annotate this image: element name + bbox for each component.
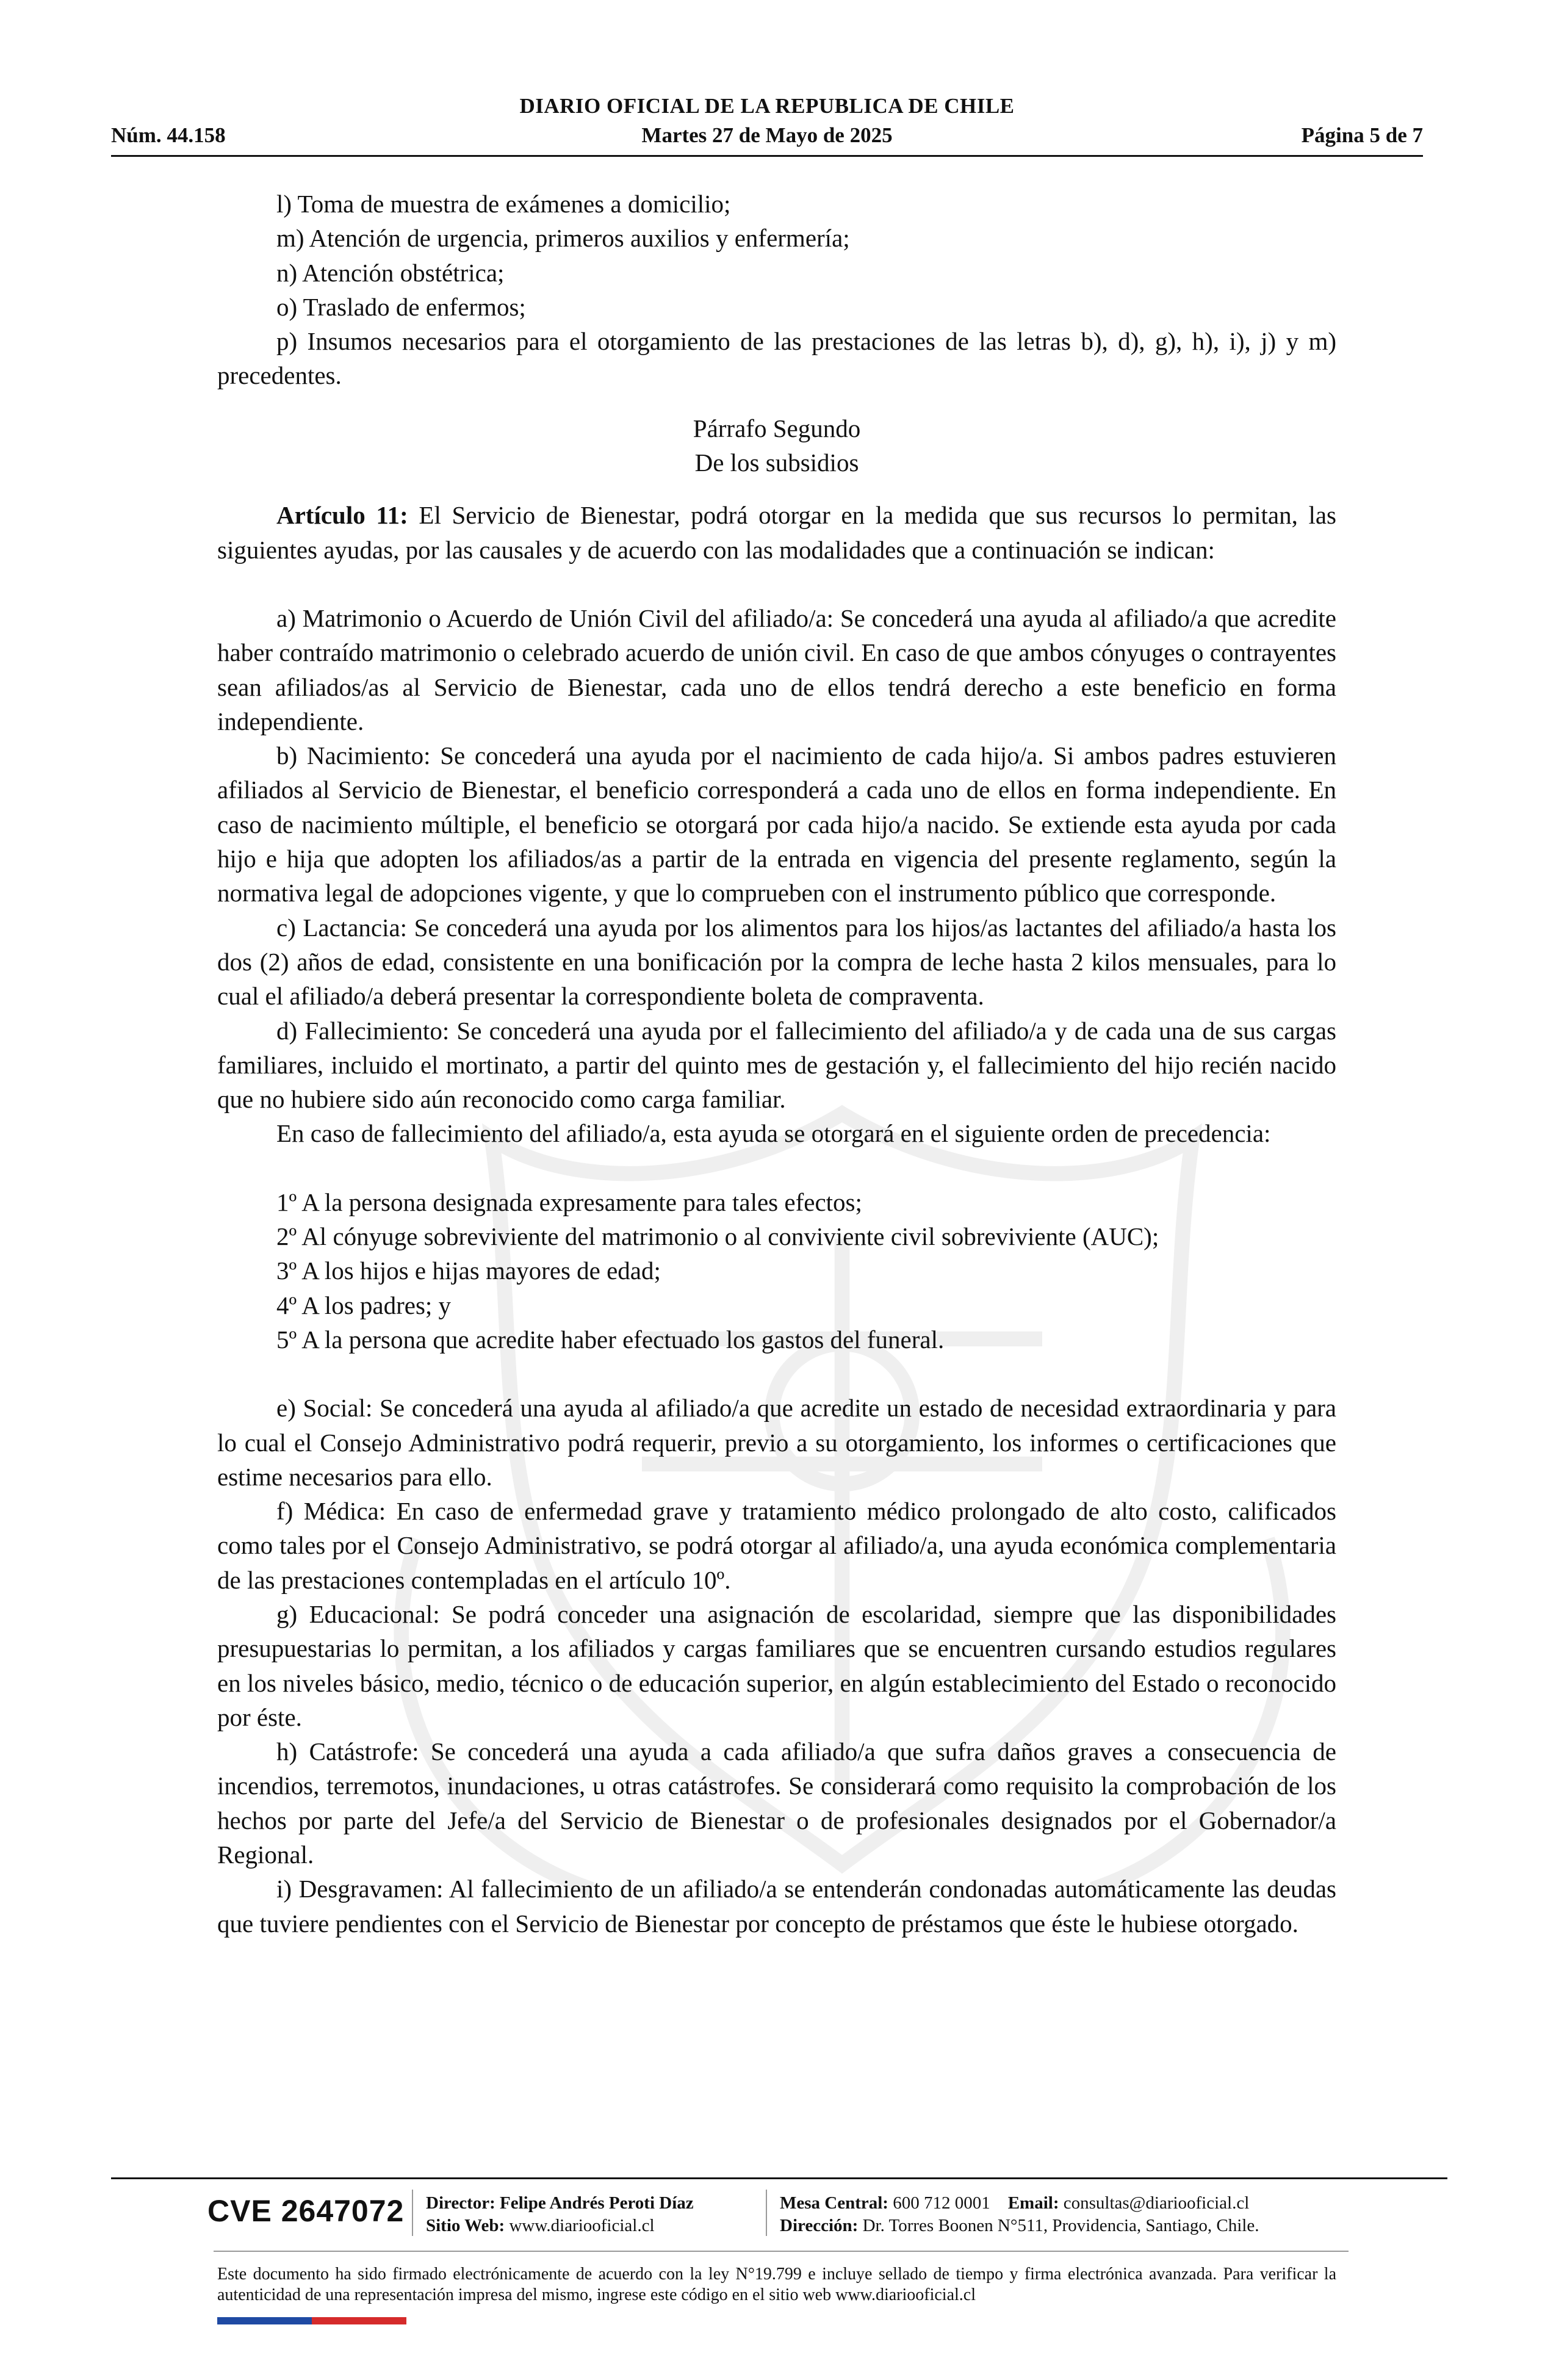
issue-number: Núm. 44.158 (111, 123, 226, 147)
footer-director-block (426, 2192, 694, 2237)
benefit-item: f) Médica: En caso de enfermedad grave y tratamiento médico prolongado de alto costo, calificados como tales por el Consejo Administrativo, se podrá otorgar al afiliado/a, una ayuda económica complementaria de las prestaciones contempladas en el artículo 10º. (217, 1497, 1336, 1594)
footer-inner-divider (214, 2251, 1349, 2252)
footer-contact-block (780, 2192, 1259, 2237)
page-indicator: Página 5 de 7 (1301, 123, 1423, 147)
list-item: m) Atención de urgencia, primeros auxilios y enfermería; (276, 224, 850, 253)
publication-date: Martes 27 de Mayo de 2025 (641, 123, 893, 147)
website-link[interactable]: www.diariooficial.cl (509, 2216, 655, 2235)
newspaper-title: DIARIO OFICIAL DE LA REPUBLICA DE CHILE (519, 94, 1015, 118)
list-item: p) Insumos necesarios para el otorgamiento de las prestaciones de las letras b), d), g), h), i), j) y m) precedentes. (217, 327, 1336, 390)
list-item: o) Traslado de enfermos; (276, 292, 526, 321)
email-link[interactable]: consultas@diariooficial.cl (1063, 2193, 1250, 2213)
benefit-item: En caso de fallecimiento del afiliado/a, esta ayuda se otorgará en el siguiente orden de precedencia: (276, 1119, 1271, 1148)
precedence-item: 1º A la persona designada expresamente para tales efectos; (276, 1188, 862, 1216)
header-divider (111, 155, 1423, 157)
precedence-list (217, 1185, 1336, 1357)
benefit-item: d) Fallecimiento: Se concederá una ayuda por el fallecimiento del afiliado/a y de cada una de sus cargas familiares, incluido el mortinato, a partir del quinto mes de gestación y, el fallecimiento del hijo recién nacido que no hubiere sido aún reconocido como carga familiar. (217, 1016, 1336, 1114)
benefit-item: a) Matrimonio o Acuerdo de Unión Civil del afiliado/a: Se concederá una ayuda al afiliado/a que acredite haber contraído matrimonio o celebrado acuerdo de unión civil. En caso de que ambos cónyuges o contrayentes sean afiliados/as al Servicio de Bienestar, cada uno de ellos tendrá derecho a este beneficio en forma independiente. (217, 604, 1336, 735)
website-label: Sitio Web: (426, 2216, 505, 2235)
footer-separator (766, 2190, 767, 2236)
email-label: Email: (1007, 2193, 1059, 2213)
phone-label: Mesa Central: (780, 2193, 888, 2213)
precedence-item: 4º A los padres; y (276, 1291, 452, 1319)
benefit-item: i) Desgravamen: Al fallecimiento de un afiliado/a se entenderán condonadas automáticamente las deudas que tuviere pendientes con el Servicio de Bienestar por concepto de préstamos que éste le hubiese otorgado. (217, 1875, 1336, 1938)
legal-notice: Este documento ha sido firmado electrónicamente de acuerdo con la ley N°19.799 e incluye sellado de tiempo y firma electrónica avanzada. Para verificar la autenticidad de una representación impresa del mismo, ingrese este código en el sitio web www.diariooficial.cl (217, 2265, 1336, 2304)
flag-blue-segment (217, 2317, 312, 2324)
article-label: Artículo 11: (276, 501, 408, 530)
list-item: n) Atención obstétrica; (276, 258, 505, 287)
cve-code: CVE 2647072 (207, 2194, 405, 2228)
document-body (217, 187, 1336, 1941)
page-header (111, 92, 1423, 159)
precedence-item: 3º A los hijos e hijas mayores de edad; (276, 1257, 661, 1285)
precedence-item: 5º A la persona que acredite haber efectuado los gastos del funeral. (276, 1325, 945, 1354)
benefit-item: g) Educacional: Se podrá conceder una asignación de escolaridad, siempre que las disponibilidades presupuestarias lo permitan, a los afiliados y cargas familiares que se encuentren cursando estudios regulares en los niveles básico, medio, técnico o de educación superior, en algún establecimiento del Estado o reconocido por éste. (217, 1599, 1336, 1731)
phone-number: 600 712 0001 (893, 2193, 990, 2213)
article-paragraph (217, 498, 1336, 567)
benefit-item: b) Nacimiento: Se concederá una ayuda por el nacimiento de cada hijo/a. Si ambos padres estuvieren afiliados al Servicio de Bienestar, el beneficio corresponderá a cada uno de ellos en forma independiente. En caso de nacimiento múltiple, el beneficio se otorgará por cada hijo/a nacido. Se extiende esta ayuda por cada hijo e hija que adopten los afiliados/as a partir de la entrada en vigencia del presente reglamento, según la normativa legal de adopciones vigente, y que lo comprueben con el instrumento público que corresponde. (217, 741, 1336, 907)
list-item: l) Toma de muestra de exámenes a domicilio; (276, 190, 731, 218)
address-text: Dr. Torres Boonen N°511, Providencia, Santiago, Chile. (862, 2216, 1259, 2235)
chilean-flag-stripe (217, 2317, 406, 2324)
footer-divider (111, 2177, 1447, 2179)
flag-red-segment (312, 2317, 406, 2324)
services-list (217, 187, 1336, 393)
director-label: Director: (426, 2193, 495, 2213)
precedence-item: 2º Al cónyuge sobreviviente del matrimonio o al conviviente civil sobreviviente (AUC); (276, 1222, 1159, 1251)
director-name: Felipe Andrés Peroti Díaz (500, 2193, 694, 2213)
benefit-item: h) Catástrofe: Se concederá una ayuda a cada afiliado/a que sufra daños graves a consecuencia de incendios, terremotos, inundaciones, u otras catástrofes. Se considerará como requisito la comprobación de los hechos por parte del Jefe/a del Servicio de Bienestar o de profesionales designados por el Gobernador/a Regional. (217, 1737, 1336, 1869)
section-subheading: De los subsidios (694, 449, 859, 477)
benefit-item: e) Social: Se concederá una ayuda al afiliado/a que acredite un estado de necesidad extraordinaria y para lo cual el Consejo Administrativo podrá requerir, previo a su otorgamiento, los informes o certificaciones que estime necesarios para ello. (217, 1394, 1336, 1491)
article-text: El Servicio de Bienestar, podrá otorgar en la medida que sus recursos lo permitan, las siguientes ayudas, por las causales y de acuerdo con las modalidades que a continuación se indican: (217, 501, 1336, 564)
footer-separator (412, 2190, 413, 2236)
address-label: Dirección: (780, 2216, 859, 2235)
section-heading: Párrafo Segundo (693, 414, 861, 442)
benefit-item: c) Lactancia: Se concederá una ayuda por los alimentos para los hijos/as lactantes del afiliado/a hasta los dos (2) años de edad, consistente en una bonificación por la compra de leche hasta 2 kilos mensuales, para lo cual el afiliado/a deberá presentar la correspondiente boleta de compraventa. (217, 913, 1336, 1011)
